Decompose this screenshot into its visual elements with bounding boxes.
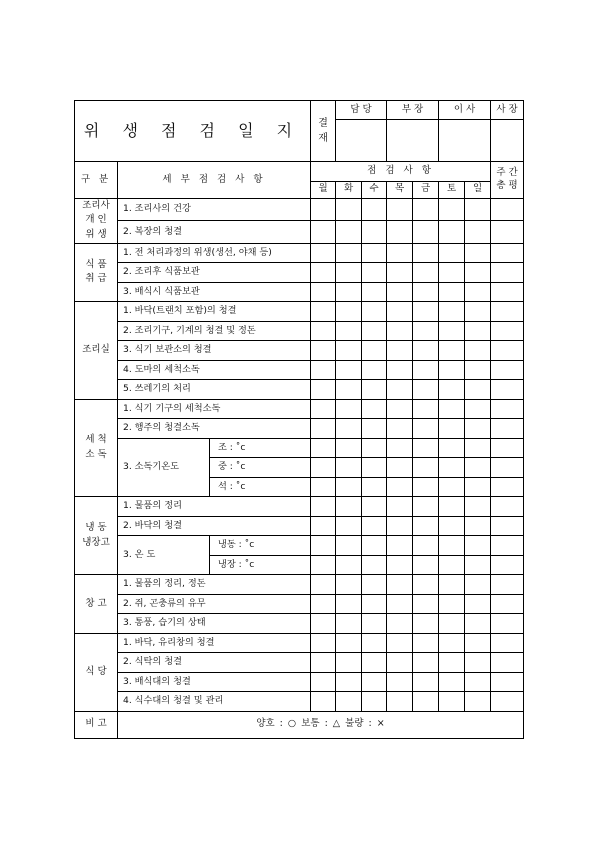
check-cell-토[interactable] [439, 221, 465, 244]
inspection-item: 2. 복장의 청결 [118, 221, 311, 244]
weekly-eval-cell[interactable] [491, 555, 524, 575]
check-cell-목[interactable] [387, 536, 413, 556]
check-cell-목[interactable] [387, 302, 413, 322]
check-cell-화[interactable] [336, 198, 362, 221]
day-header-5: 토 [439, 181, 465, 198]
table-row [75, 198, 524, 221]
check-cell-일[interactable] [465, 263, 491, 283]
check-cell-토[interactable] [439, 477, 465, 497]
check-cell-화[interactable] [336, 221, 362, 244]
check-cell-월[interactable] [311, 477, 336, 497]
check-cell-목[interactable] [387, 633, 413, 653]
check-cell-화[interactable] [336, 497, 362, 517]
check-cell-월[interactable] [311, 672, 336, 692]
check-cell-화[interactable] [336, 633, 362, 653]
temperature-field[interactable]: 중 : ˚c [210, 458, 311, 478]
check-cell-일[interactable] [465, 497, 491, 517]
check-cell-수[interactable] [362, 243, 387, 263]
hygiene-inspection-log-table [74, 100, 524, 739]
check-cell-토[interactable] [439, 302, 465, 322]
inspection-item: 1. 전 처리과정의 위생(생선, 야채 등) [118, 243, 311, 263]
check-cell-금[interactable] [413, 536, 439, 556]
day-header-2: 수 [362, 181, 387, 198]
check-cell-화[interactable] [336, 594, 362, 614]
signature-box-president[interactable] [491, 120, 524, 162]
inspection-item: 2. 식탁의 청결 [118, 653, 311, 673]
check-cell-화[interactable] [336, 692, 362, 712]
table-row [75, 575, 524, 595]
check-cell-일[interactable] [465, 692, 491, 712]
check-cell-수[interactable] [362, 221, 387, 244]
rating-legend: 양호 : ○ 보통 : △ 불량 : × [118, 711, 524, 738]
table-row [75, 438, 524, 458]
check-cell-월[interactable] [311, 321, 336, 341]
table-row [75, 243, 524, 263]
check-cell-일[interactable] [465, 380, 491, 400]
check-cell-금[interactable] [413, 419, 439, 439]
table-row [75, 653, 524, 673]
weekly-eval-cell[interactable] [491, 575, 524, 595]
check-cell-토[interactable] [439, 282, 465, 302]
check-cell-목[interactable] [387, 672, 413, 692]
check-cell-화[interactable] [336, 341, 362, 361]
inspection-item-temperature: 3. 소독기온도 [118, 438, 210, 497]
check-cell-수[interactable] [362, 575, 387, 595]
check-cell-목[interactable] [387, 198, 413, 221]
table-row [75, 692, 524, 712]
check-cell-수[interactable] [362, 653, 387, 673]
check-cell-토[interactable] [439, 341, 465, 361]
check-cell-금[interactable] [413, 243, 439, 263]
check-cell-금[interactable] [413, 633, 439, 653]
check-cell-수[interactable] [362, 263, 387, 283]
inspection-item: 1. 물품의 정리 [118, 497, 311, 517]
check-cell-수[interactable] [362, 633, 387, 653]
check-cell-수[interactable] [362, 419, 387, 439]
weekly-eval-cell[interactable] [491, 221, 524, 244]
check-cell-일[interactable] [465, 282, 491, 302]
weekly-eval-cell[interactable] [491, 672, 524, 692]
temperature-field[interactable]: 냉장 : ˚c [210, 555, 311, 575]
approval-label: 결 재 [311, 101, 336, 162]
table-row [75, 536, 524, 556]
inspection-item: 2. 조리기구, 기계의 청결 및 정돈 [118, 321, 311, 341]
check-cell-화[interactable] [336, 243, 362, 263]
check-cell-수[interactable] [362, 282, 387, 302]
check-cell-화[interactable] [336, 555, 362, 575]
check-cell-일[interactable] [465, 419, 491, 439]
check-cell-화[interactable] [336, 360, 362, 380]
check-cell-수[interactable] [362, 458, 387, 478]
check-cell-금[interactable] [413, 221, 439, 244]
check-cell-수[interactable] [362, 536, 387, 556]
check-cell-월[interactable] [311, 282, 336, 302]
signature-box-director[interactable] [439, 120, 491, 162]
check-cell-일[interactable] [465, 399, 491, 419]
category-cell: 조리사 개 인 위 생 [75, 198, 118, 243]
weekly-eval-cell[interactable] [491, 243, 524, 263]
check-cell-수[interactable] [362, 438, 387, 458]
check-cell-화[interactable] [336, 282, 362, 302]
check-cell-일[interactable] [465, 221, 491, 244]
weekly-eval-cell[interactable] [491, 399, 524, 419]
check-cell-일[interactable] [465, 321, 491, 341]
check-cell-토[interactable] [439, 419, 465, 439]
temperature-field[interactable]: 석 : ˚c [210, 477, 311, 497]
inspection-item: 3. 배식대의 청결 [118, 672, 311, 692]
table-row [75, 419, 524, 439]
check-cell-수[interactable] [362, 672, 387, 692]
signature-box-department-head[interactable] [387, 120, 439, 162]
check-cell-월[interactable] [311, 263, 336, 283]
inspection-item: 4. 도마의 세척소독 [118, 360, 311, 380]
signature-box-manager-in-charge[interactable] [336, 120, 387, 162]
check-cell-토[interactable] [439, 243, 465, 263]
check-cell-화[interactable] [336, 536, 362, 556]
weekly-eval-cell[interactable] [491, 438, 524, 458]
check-cell-금[interactable] [413, 263, 439, 283]
check-cell-수[interactable] [362, 594, 387, 614]
check-cell-일[interactable] [465, 594, 491, 614]
table-row [75, 341, 524, 361]
check-cell-월[interactable] [311, 419, 336, 439]
inspection-item-temperature: 3. 온 도 [118, 536, 210, 575]
weekly-eval-cell[interactable] [491, 302, 524, 322]
check-cell-일[interactable] [465, 477, 491, 497]
table-row [75, 497, 524, 517]
check-cell-월[interactable] [311, 536, 336, 556]
inspection-item: 3. 통풍, 습기의 상태 [118, 614, 311, 634]
check-cell-금[interactable] [413, 555, 439, 575]
check-cell-월[interactable] [311, 399, 336, 419]
check-cell-목[interactable] [387, 594, 413, 614]
inspection-item: 2. 조리후 식품보관 [118, 263, 311, 283]
check-cell-수[interactable] [362, 380, 387, 400]
category-cell: 세 척 소 독 [75, 399, 118, 497]
check-cell-화[interactable] [336, 477, 362, 497]
check-cell-수[interactable] [362, 399, 387, 419]
check-cell-토[interactable] [439, 614, 465, 634]
check-cell-일[interactable] [465, 555, 491, 575]
inspection-item: 1. 바닥, 유리창의 청결 [118, 633, 311, 653]
check-cell-화[interactable] [336, 653, 362, 673]
check-cell-월[interactable] [311, 555, 336, 575]
temperature-field[interactable]: 냉동 : ˚c [210, 536, 311, 556]
category-cell: 조리실 [75, 302, 118, 400]
check-cell-월[interactable] [311, 221, 336, 244]
column-header-detail: 세 부 점 검 사 항 [118, 162, 311, 199]
weekly-eval-cell[interactable] [491, 594, 524, 614]
check-cell-금[interactable] [413, 458, 439, 478]
table-row [75, 516, 524, 536]
inspection-item: 5. 쓰레기의 처리 [118, 380, 311, 400]
table-row [75, 633, 524, 653]
check-cell-목[interactable] [387, 458, 413, 478]
weekly-eval-cell[interactable] [491, 614, 524, 634]
check-cell-금[interactable] [413, 321, 439, 341]
check-cell-토[interactable] [439, 198, 465, 221]
day-header-4: 금 [413, 181, 439, 198]
check-cell-토[interactable] [439, 360, 465, 380]
category-cell: 식 품 취 급 [75, 243, 118, 302]
check-cell-화[interactable] [336, 419, 362, 439]
check-cell-목[interactable] [387, 341, 413, 361]
inspection-item: 4. 식수대의 청결 및 관리 [118, 692, 311, 712]
remarks-label: 비 고 [75, 711, 118, 738]
check-cell-목[interactable] [387, 653, 413, 673]
document-title: 위 생 점 검 일 지 [75, 101, 311, 162]
day-header-6: 일 [465, 181, 491, 198]
approval-role-president: 사 장 [491, 101, 524, 120]
remarks-row [75, 711, 524, 738]
check-cell-토[interactable] [439, 516, 465, 536]
check-cell-금[interactable] [413, 516, 439, 536]
check-cell-토[interactable] [439, 594, 465, 614]
check-cell-토[interactable] [439, 633, 465, 653]
check-cell-일[interactable] [465, 438, 491, 458]
check-cell-일[interactable] [465, 672, 491, 692]
weekly-eval-cell[interactable] [491, 536, 524, 556]
check-cell-월[interactable] [311, 497, 336, 517]
weekly-eval-cell[interactable] [491, 497, 524, 517]
check-cell-목[interactable] [387, 555, 413, 575]
check-cell-일[interactable] [465, 243, 491, 263]
weekly-eval-cell[interactable] [491, 419, 524, 439]
weekly-eval-cell[interactable] [491, 198, 524, 221]
check-cell-토[interactable] [439, 536, 465, 556]
inspection-item: 1. 물품의 정리, 정돈 [118, 575, 311, 595]
check-cell-화[interactable] [336, 438, 362, 458]
check-cell-월[interactable] [311, 302, 336, 322]
check-cell-일[interactable] [465, 516, 491, 536]
category-cell: 식 당 [75, 633, 118, 711]
inspection-item: 3. 배식시 식품보관 [118, 282, 311, 302]
check-cell-금[interactable] [413, 399, 439, 419]
check-cell-일[interactable] [465, 633, 491, 653]
check-cell-목[interactable] [387, 243, 413, 263]
check-cell-화[interactable] [336, 614, 362, 634]
weekly-eval-cell[interactable] [491, 516, 524, 536]
check-cell-목[interactable] [387, 360, 413, 380]
check-cell-화[interactable] [336, 575, 362, 595]
weekly-eval-cell[interactable] [491, 341, 524, 361]
table-row [75, 614, 524, 634]
check-cell-토[interactable] [439, 321, 465, 341]
weekly-eval-cell[interactable] [491, 360, 524, 380]
table-row [75, 594, 524, 614]
inspection-item: 2. 바닥의 청결 [118, 516, 311, 536]
check-cell-일[interactable] [465, 341, 491, 361]
check-cell-일[interactable] [465, 458, 491, 478]
check-cell-월[interactable] [311, 360, 336, 380]
check-cell-금[interactable] [413, 692, 439, 712]
check-cell-수[interactable] [362, 360, 387, 380]
check-cell-월[interactable] [311, 438, 336, 458]
weekly-eval-cell[interactable] [491, 458, 524, 478]
check-cell-수[interactable] [362, 555, 387, 575]
column-header-weekly-eval: 주 간 총 평 [491, 162, 524, 199]
check-cell-월[interactable] [311, 458, 336, 478]
check-cell-월[interactable] [311, 243, 336, 263]
weekly-eval-cell[interactable] [491, 263, 524, 283]
approval-role-director: 이 사 [439, 101, 491, 120]
check-cell-화[interactable] [336, 458, 362, 478]
column-header-check-items: 점 검 사 항 [311, 162, 491, 182]
check-cell-목[interactable] [387, 221, 413, 244]
table-row [75, 282, 524, 302]
check-cell-토[interactable] [439, 575, 465, 595]
check-cell-월[interactable] [311, 614, 336, 634]
check-cell-금[interactable] [413, 575, 439, 595]
day-header-3: 목 [387, 181, 413, 198]
weekly-eval-cell[interactable] [491, 380, 524, 400]
check-cell-일[interactable] [465, 536, 491, 556]
table-row [75, 321, 524, 341]
inspection-item: 2. 쥐, 곤충류의 유무 [118, 594, 311, 614]
weekly-eval-cell[interactable] [491, 653, 524, 673]
check-cell-목[interactable] [387, 575, 413, 595]
table-row [75, 302, 524, 322]
column-header-category: 구 분 [75, 162, 118, 199]
weekly-eval-cell[interactable] [491, 282, 524, 302]
inspection-item: 3. 식기 보관소의 청결 [118, 341, 311, 361]
check-cell-목[interactable] [387, 263, 413, 283]
inspection-item: 1. 식기 기구의 세척소독 [118, 399, 311, 419]
inspection-item: 2. 행주의 청결소독 [118, 419, 311, 439]
check-cell-수[interactable] [362, 302, 387, 322]
check-cell-금[interactable] [413, 341, 439, 361]
category-cell: 냉 동 냉장고 [75, 497, 118, 575]
check-cell-목[interactable] [387, 380, 413, 400]
check-cell-토[interactable] [439, 263, 465, 283]
check-cell-월[interactable] [311, 198, 336, 221]
check-cell-월[interactable] [311, 516, 336, 536]
check-cell-월[interactable] [311, 380, 336, 400]
check-cell-금[interactable] [413, 360, 439, 380]
check-cell-금[interactable] [413, 438, 439, 458]
check-cell-토[interactable] [439, 458, 465, 478]
check-cell-금[interactable] [413, 198, 439, 221]
check-cell-금[interactable] [413, 380, 439, 400]
check-cell-토[interactable] [439, 692, 465, 712]
check-cell-화[interactable] [336, 516, 362, 536]
check-cell-토[interactable] [439, 438, 465, 458]
check-cell-화[interactable] [336, 263, 362, 283]
check-cell-월[interactable] [311, 341, 336, 361]
check-cell-목[interactable] [387, 399, 413, 419]
approval-role-manager-in-charge: 담 당 [336, 101, 387, 120]
check-cell-월[interactable] [311, 692, 336, 712]
check-cell-수[interactable] [362, 614, 387, 634]
table-row [75, 380, 524, 400]
day-header-0: 월 [311, 181, 336, 198]
table-row [75, 672, 524, 692]
check-cell-일[interactable] [465, 575, 491, 595]
check-cell-화[interactable] [336, 399, 362, 419]
check-cell-금[interactable] [413, 477, 439, 497]
weekly-eval-cell[interactable] [491, 477, 524, 497]
check-cell-일[interactable] [465, 614, 491, 634]
check-cell-일[interactable] [465, 360, 491, 380]
check-cell-일[interactable] [465, 302, 491, 322]
weekly-eval-cell[interactable] [491, 692, 524, 712]
check-cell-목[interactable] [387, 438, 413, 458]
check-cell-수[interactable] [362, 516, 387, 536]
check-cell-월[interactable] [311, 653, 336, 673]
check-cell-목[interactable] [387, 516, 413, 536]
check-cell-월[interactable] [311, 633, 336, 653]
check-cell-토[interactable] [439, 497, 465, 517]
table-row [75, 399, 524, 419]
day-header-1: 화 [336, 181, 362, 198]
check-cell-화[interactable] [336, 380, 362, 400]
check-cell-목[interactable] [387, 614, 413, 634]
check-cell-수[interactable] [362, 341, 387, 361]
table-row [75, 360, 524, 380]
check-cell-금[interactable] [413, 672, 439, 692]
check-cell-토[interactable] [439, 555, 465, 575]
check-cell-월[interactable] [311, 575, 336, 595]
check-cell-목[interactable] [387, 477, 413, 497]
inspection-item: 1. 조리사의 건강 [118, 198, 311, 221]
check-cell-월[interactable] [311, 594, 336, 614]
check-cell-금[interactable] [413, 594, 439, 614]
check-cell-금[interactable] [413, 614, 439, 634]
check-cell-수[interactable] [362, 692, 387, 712]
check-cell-금[interactable] [413, 302, 439, 322]
inspection-item: 1. 바닥(트랜치 포함)의 청결 [118, 302, 311, 322]
table-row [75, 221, 524, 244]
check-cell-일[interactable] [465, 198, 491, 221]
weekly-eval-cell[interactable] [491, 321, 524, 341]
check-cell-화[interactable] [336, 321, 362, 341]
check-cell-화[interactable] [336, 672, 362, 692]
temperature-field[interactable]: 조 : ˚c [210, 438, 311, 458]
category-cell: 창 고 [75, 575, 118, 634]
check-cell-수[interactable] [362, 198, 387, 221]
check-cell-화[interactable] [336, 302, 362, 322]
check-cell-수[interactable] [362, 477, 387, 497]
check-cell-토[interactable] [439, 672, 465, 692]
check-cell-목[interactable] [387, 282, 413, 302]
weekly-eval-cell[interactable] [491, 633, 524, 653]
check-cell-수[interactable] [362, 497, 387, 517]
check-cell-금[interactable] [413, 497, 439, 517]
check-cell-토[interactable] [439, 380, 465, 400]
check-cell-토[interactable] [439, 653, 465, 673]
check-cell-목[interactable] [387, 321, 413, 341]
check-cell-목[interactable] [387, 497, 413, 517]
check-cell-목[interactable] [387, 419, 413, 439]
check-cell-목[interactable] [387, 692, 413, 712]
approval-role-department-head: 부 장 [387, 101, 439, 120]
check-cell-토[interactable] [439, 399, 465, 419]
check-cell-수[interactable] [362, 321, 387, 341]
check-cell-금[interactable] [413, 282, 439, 302]
check-cell-금[interactable] [413, 653, 439, 673]
table-row [75, 263, 524, 283]
check-cell-일[interactable] [465, 653, 491, 673]
